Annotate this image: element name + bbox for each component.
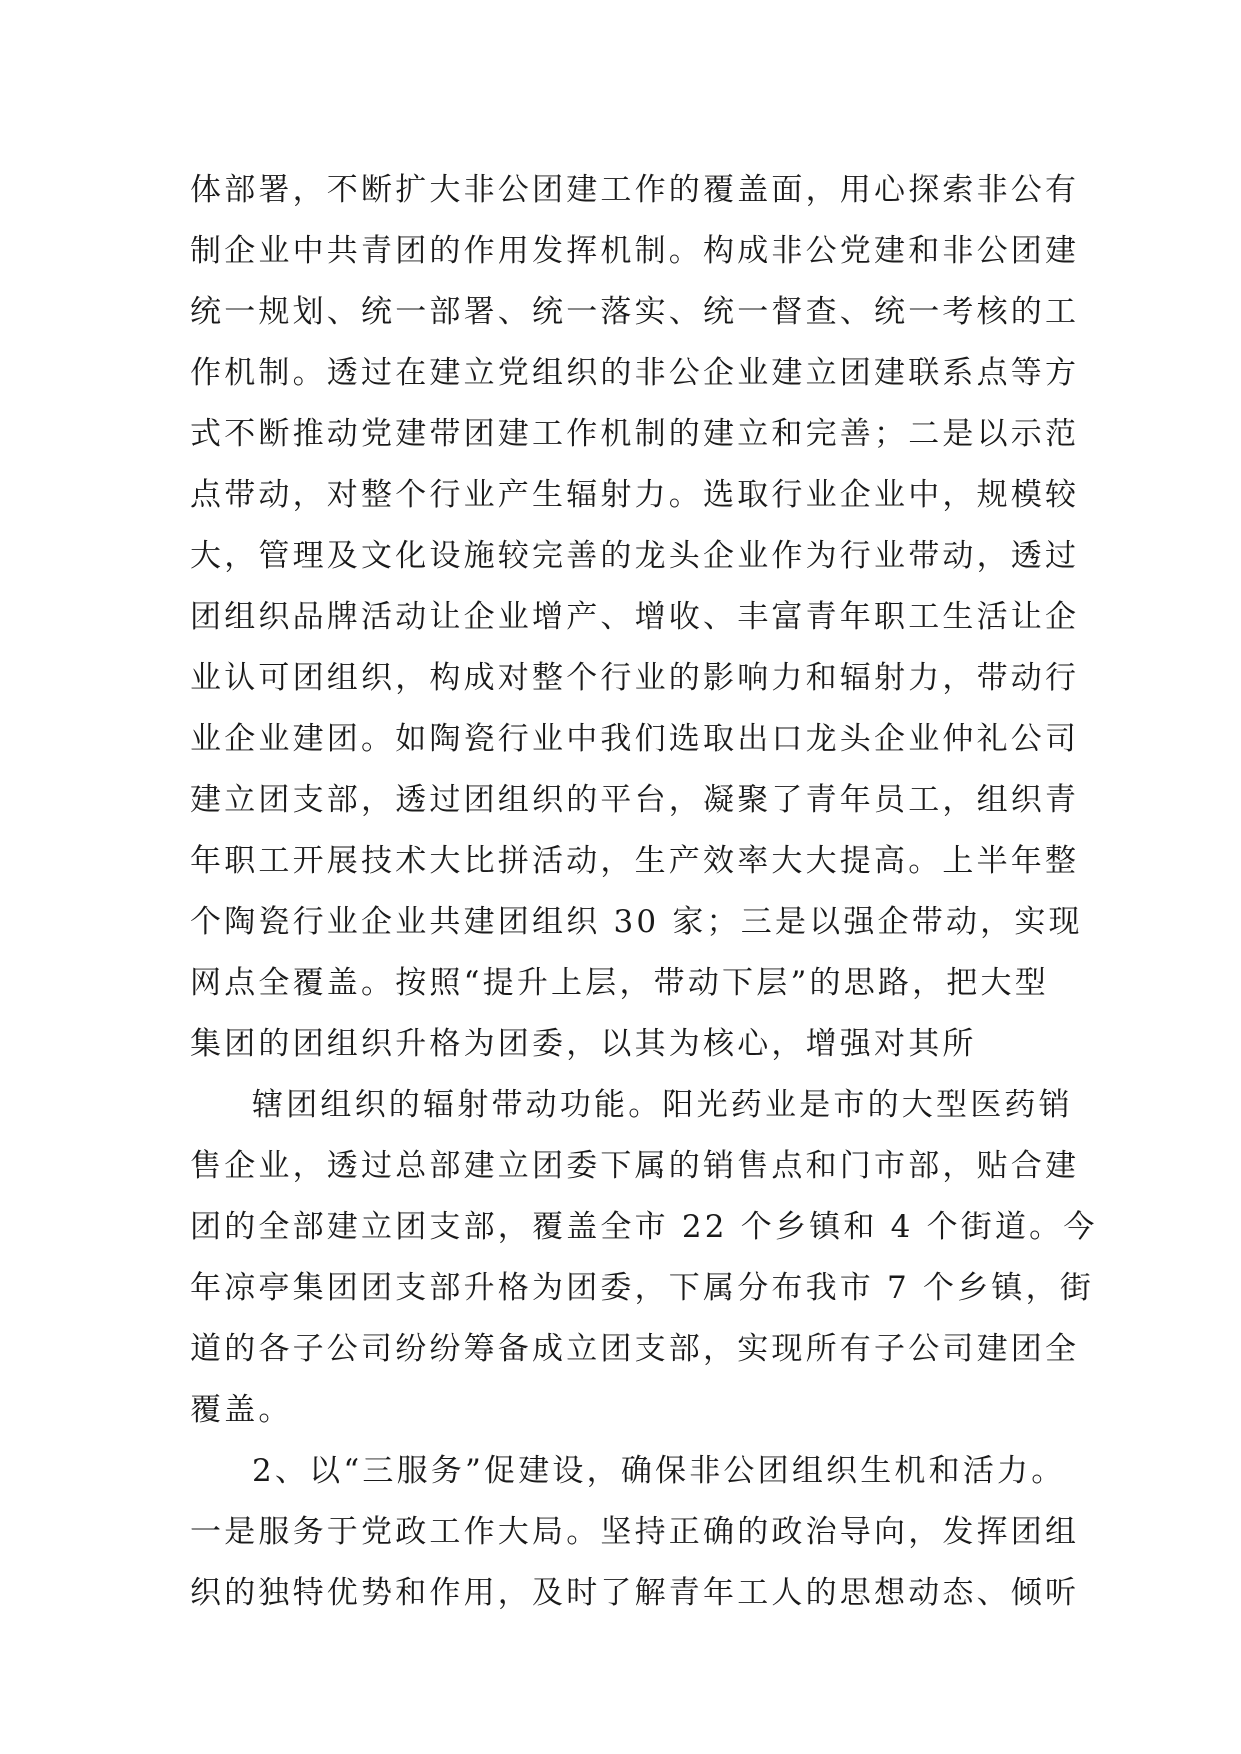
text-line: 统一规划、统一部署、统一落实、统一督查、统一考核的工 [190,294,1080,330]
text-line: 大，管理及文化设施较完善的龙头企业作为行业带动，透过 [190,538,1080,574]
text-line: 织的独特优势和作用，及时了解青年工人的思想动态、倾听 [190,1575,1080,1611]
text-line: 团的全部建立团支部，覆盖全市 22 个乡镇和 4 个街道。今 [190,1209,1098,1245]
body-text [190,160,1098,1624]
text-line: 年职工开展技术大比拼活动，生产效率大大提高。上半年整 [190,843,1080,879]
text-line: 建立团支部，透过团组织的平台，凝聚了青年员工，组织青 [190,782,1080,818]
text-line: 年凉亭集团团支部升格为团委，下属分布我市 7 个乡镇，街 [190,1270,1095,1306]
text-line: 售企业，透过总部建立团委下属的销售点和门市部，贴合建 [190,1148,1080,1184]
text-line: 业认可团组织，构成对整个行业的影响力和辐射力，带动行 [190,660,1080,696]
text-line: 道的各子公司纷纷筹备成立团支部，实现所有子公司建团全 [190,1331,1080,1367]
text-line: 集团的团组织升格为团委，以其为核心，增强对其所 [190,1026,977,1062]
text-line: 个陶瓷行业企业共建团组织 30 家；三是以强企带动，实现 [190,904,1083,940]
paragraph-start-line: 辖团组织的辐射带动功能。阳光药业是市的大型医药销 [252,1087,1073,1123]
text-line: 团组织品牌活动让企业增产、增收、丰富青年职工生活让企 [190,599,1080,635]
text-line: 作机制。透过在建立党组织的非公企业建立团建联系点等方 [190,355,1080,391]
text-line: 制企业中共青团的作用发挥机制。构成非公党建和非公团建 [190,233,1080,269]
text-line: 网点全覆盖。按照“提升上层，带动下层”的思路，把大型 [190,965,1049,1001]
text-line: 体部署，不断扩大非公团建工作的覆盖面，用心探索非公有 [190,172,1080,208]
text-line: 式不断推动党建带团建工作机制的建立和完善；二是以示范 [190,416,1080,452]
text-line: 点带动，对整个行业产生辐射力。选取行业企业中，规模较 [190,477,1080,513]
text-line: 一是服务于党政工作大局。坚持正确的政治导向，发挥团组 [190,1514,1080,1550]
text-line: 覆盖。 [190,1392,293,1428]
section-heading-line: 2、以“三服务”促建设，确保非公团组织生机和活力。 [252,1453,1066,1489]
text-line: 业企业建团。如陶瓷行业中我们选取出口龙头企业仲礼公司 [190,721,1080,757]
